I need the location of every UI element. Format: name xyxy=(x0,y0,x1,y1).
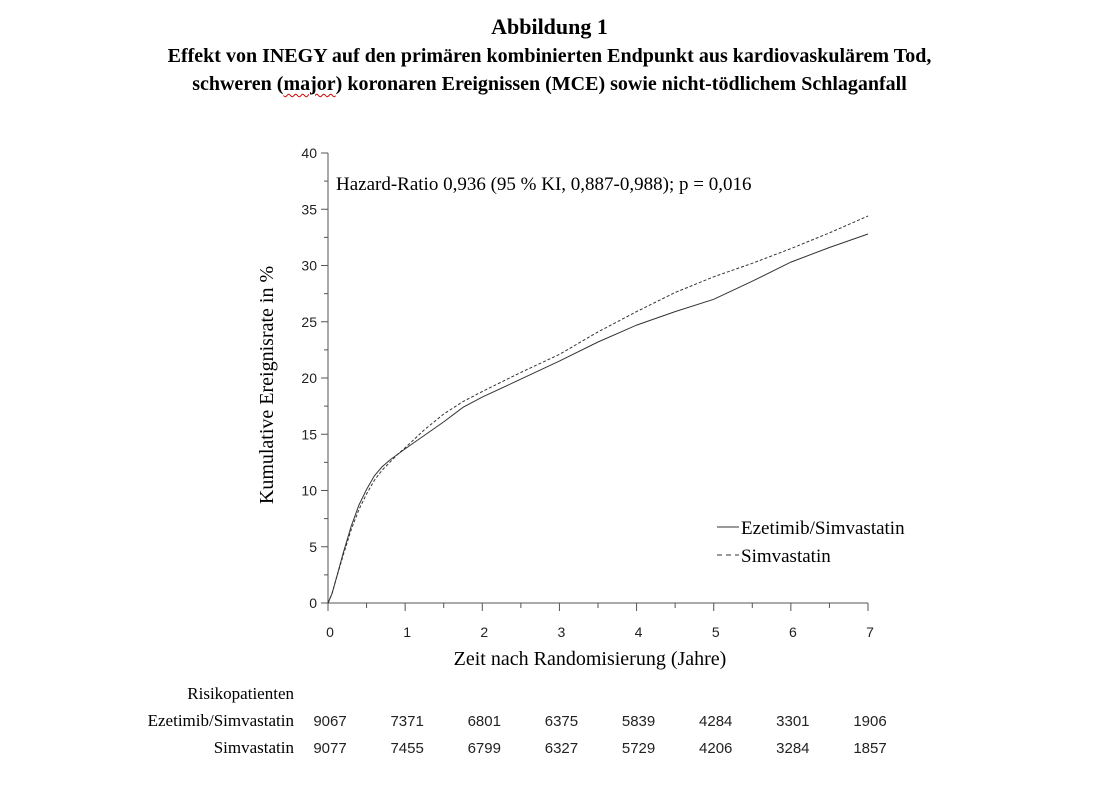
risk-table-cell: 5729 xyxy=(621,740,656,757)
y-tick-label: 25 xyxy=(301,313,317,330)
risk-table-cell: 1857 xyxy=(853,740,887,757)
risk-table-cell: 7371 xyxy=(390,713,424,730)
risk-table-cell: 6327 xyxy=(544,740,579,757)
y-tick-label: 40 xyxy=(301,145,317,161)
y-axis-label: Kumulative Ereignisrate in % xyxy=(256,265,278,505)
y-tick-label: 5 xyxy=(309,538,317,555)
risk-table-cell: 4284 xyxy=(699,713,733,730)
x-tick-label: 1 xyxy=(403,624,412,640)
chart-legend xyxy=(717,518,905,567)
chart-lines xyxy=(328,216,868,603)
y-tick-label: 15 xyxy=(301,426,317,443)
y-tick-label: 0 xyxy=(309,595,317,611)
risk-table-heading: Risikopatienten xyxy=(187,684,294,703)
y-tick-label: 30 xyxy=(301,257,317,274)
x-tick-label: 6 xyxy=(788,624,797,640)
x-tick-label: 3 xyxy=(557,624,566,640)
risk-row-label: Ezetimib/Simvastatin xyxy=(147,711,294,730)
risk-table-cell: 9067 xyxy=(313,713,347,730)
title-line-2-prefix: schweren ( xyxy=(192,73,284,95)
title-line-2-suffix: ) koronaren Ereignissen (MCE) sowie nicht-tödlichem Schlaganfall xyxy=(335,73,907,95)
y-tick-label: 35 xyxy=(301,201,317,218)
legend-label: Ezetimib/Simvastatin xyxy=(741,518,905,539)
risk-table-cell: 9077 xyxy=(313,740,347,757)
risk-table-cell: 6375 xyxy=(544,713,579,730)
risk-table-cell: 3301 xyxy=(776,713,810,730)
figure-title-line-1: Effekt von INEGY auf den primären kombinierten Endpunkt aus kardiovaskulärem Tod, xyxy=(167,45,932,67)
risk-table-cell: 6801 xyxy=(467,713,501,730)
risk-table-cell: 3284 xyxy=(776,740,810,757)
x-tick-label: 5 xyxy=(711,624,720,640)
risk-row-label: Simvastatin xyxy=(213,738,294,757)
risk-table-cell: 1906 xyxy=(853,713,887,730)
legend-label: Simvastatin xyxy=(741,546,831,567)
x-tick-label: 7 xyxy=(866,624,874,640)
y-tick-label: 10 xyxy=(301,482,317,499)
spellcheck-marked-word: major xyxy=(283,73,336,95)
risk-table-cell: 5839 xyxy=(621,713,656,730)
risk-table-cell: 4206 xyxy=(699,740,733,757)
y-tick-label: 20 xyxy=(301,370,317,386)
x-axis-label: Zeit nach Randomisierung (Jahre) xyxy=(453,648,727,670)
risk-table-cell: 6799 xyxy=(467,740,501,757)
risk-table-cell: 7455 xyxy=(390,740,424,757)
x-tick-label: 4 xyxy=(634,624,643,640)
x-tick-label: 0 xyxy=(326,624,334,640)
series-line-simvastatin xyxy=(328,216,868,603)
hazard-ratio-annotation: Hazard-Ratio 0,936 (95 % KI, 0,887-0,988); p = 0,016 xyxy=(336,174,752,195)
x-tick-label: 2 xyxy=(480,624,489,640)
figure-label: Abbildung 1 xyxy=(491,14,608,39)
